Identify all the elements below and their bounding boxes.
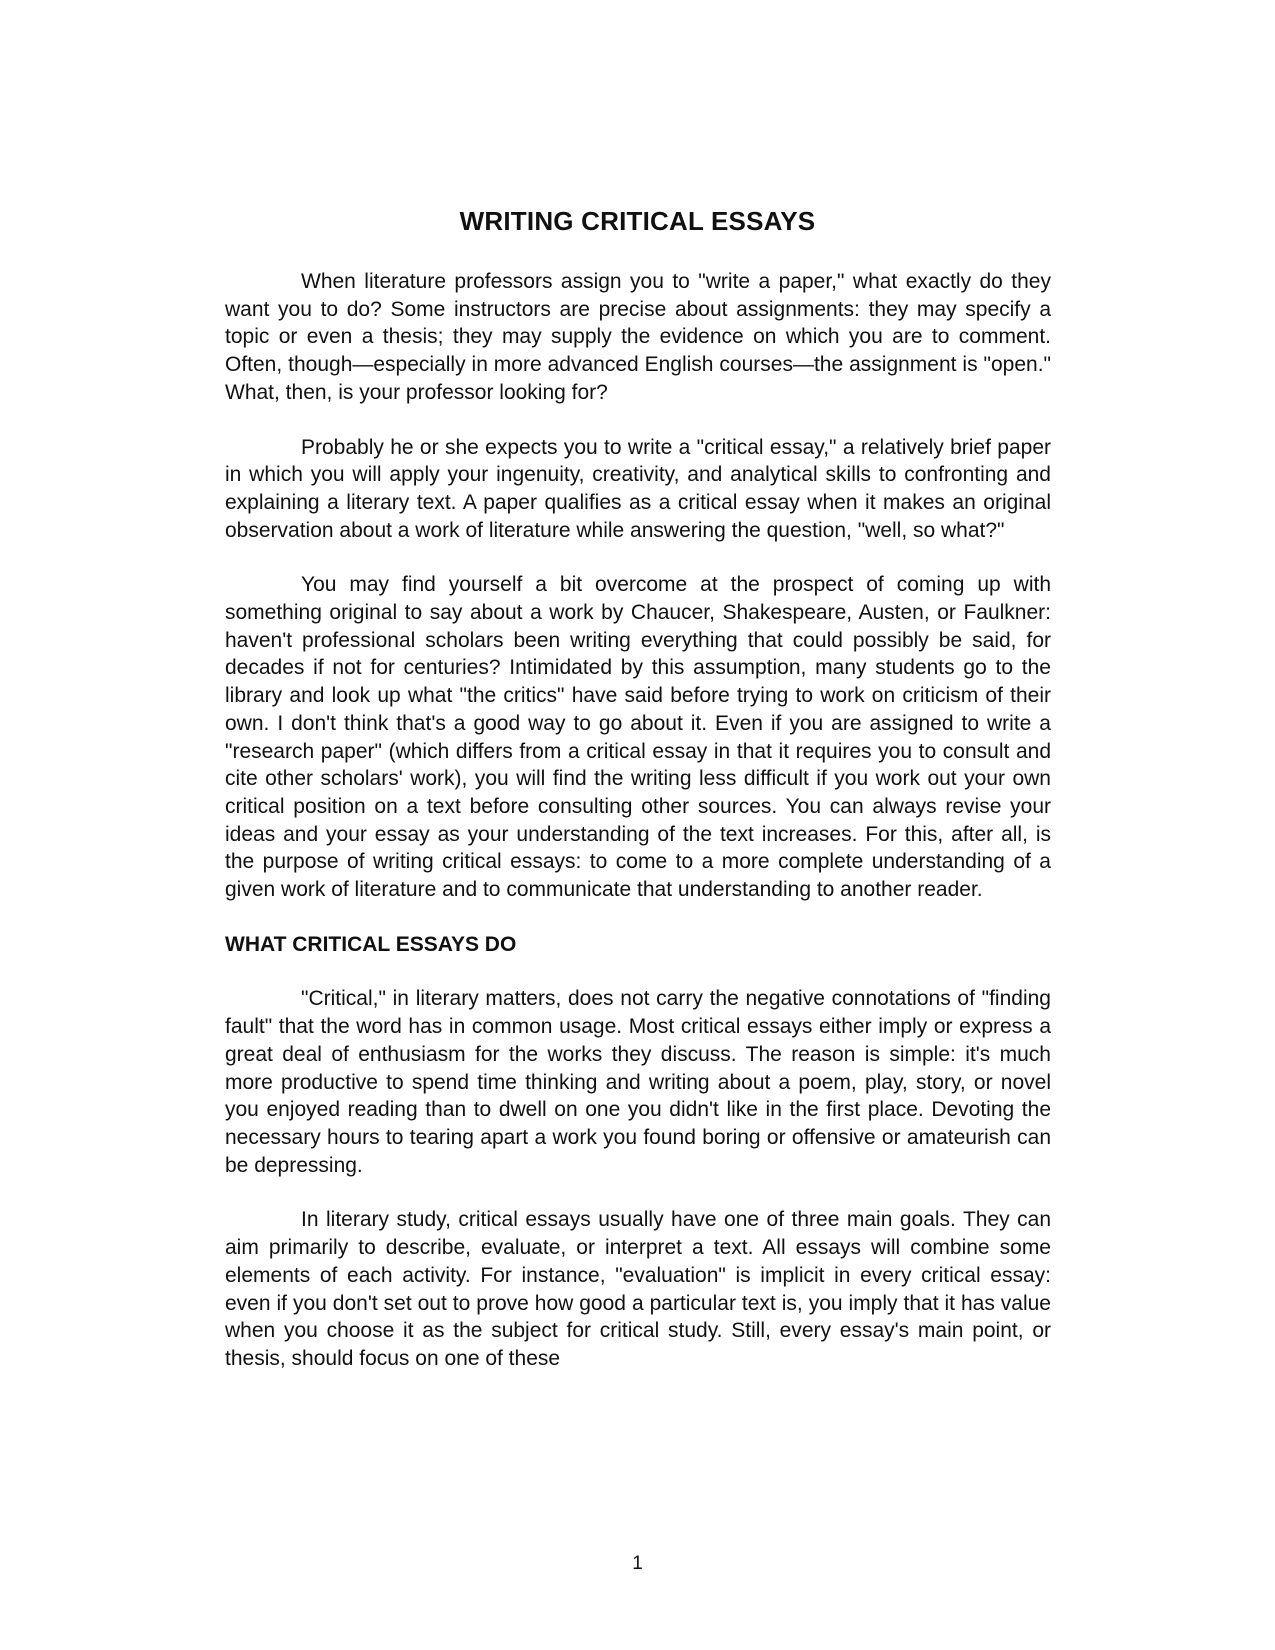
section-paragraph-2: In literary study, critical essays usually have one of three main goals. They can aim primarily to describe, evaluate, or interpret a text. All essays will combine some elements of each activity. For instance, "evaluation" is implicit in every critical essay: even if you don't set out to prove how good a particular text is, you imply that it has value when you choose it as the subject for critical study. Still, every essay's main point, or thesis, should focus on one of these	[225, 1208, 1051, 1370]
paragraph-1: When literature professors assign you to "write a paper," what exactly do they want you to do? Some instructors are precise about assignments: they may specify a topic or even a thesis; they may supply the evidence on which you are to comment. Often, though—especially in more advanced English courses—the assignment is "open." What, then, is your professor looking for?	[225, 270, 1051, 404]
section-heading: WHAT CRITICAL ESSAYS DO	[225, 932, 517, 956]
paragraph-2: Probably he or she expects you to write a "critical essay," a relatively brief paper in which you will apply your ingenuity, creativity, and analytical skills to confronting and explaining a literary text. A paper qualifies as a critical essay when it makes an original observation about a work of literature while answering the question, "well, so what?"	[225, 435, 1051, 542]
paragraph-3: You may find yourself a bit overcome at the prospect of coming up with something original to say about a work by Chaucer, Shakespeare, Austen, or Faulkner: haven't professional scholars been writing everything that could possibly be said, for decades if not for centuries? Intimidated by this assumption, many students go to the library and look up what "the critics" have said before trying to work on criticism of their own. I don't think that's a good way to go about it. Even if you are assigned to write a "research paper" (which differs from a critical essay in that it requires you to consult and cite other scholars' work), you will find the writing less difficult if you work out your own critical position on a text before consulting other sources. You can always revise your ideas and your essay as your understanding of the text increases. For this, after all, is the purpose of writing critical essays: to come to a more complete understanding of a given work of literature and to communicate that understanding to another reader.	[225, 573, 1051, 902]
document-body	[225, 268, 1051, 1400]
page-number: 1	[632, 1553, 643, 1574]
section-paragraph-1: "Critical," in literary matters, does not carry the negative connotations of "finding fault" that the word has in common usage. Most critical essays either imply or express a great deal of enthusiasm for the works they discuss. The reason is simple: it's much more productive to spend time thinking and writing about a poem, play, story, or novel you enjoyed reading than to dwell on one you didn't like in the first place. Devoting the necessary hours to tearing apart a work you found boring or offensive or amateurish can be depressing.	[225, 987, 1051, 1177]
document-title: WRITING CRITICAL ESSAYS	[459, 206, 816, 236]
